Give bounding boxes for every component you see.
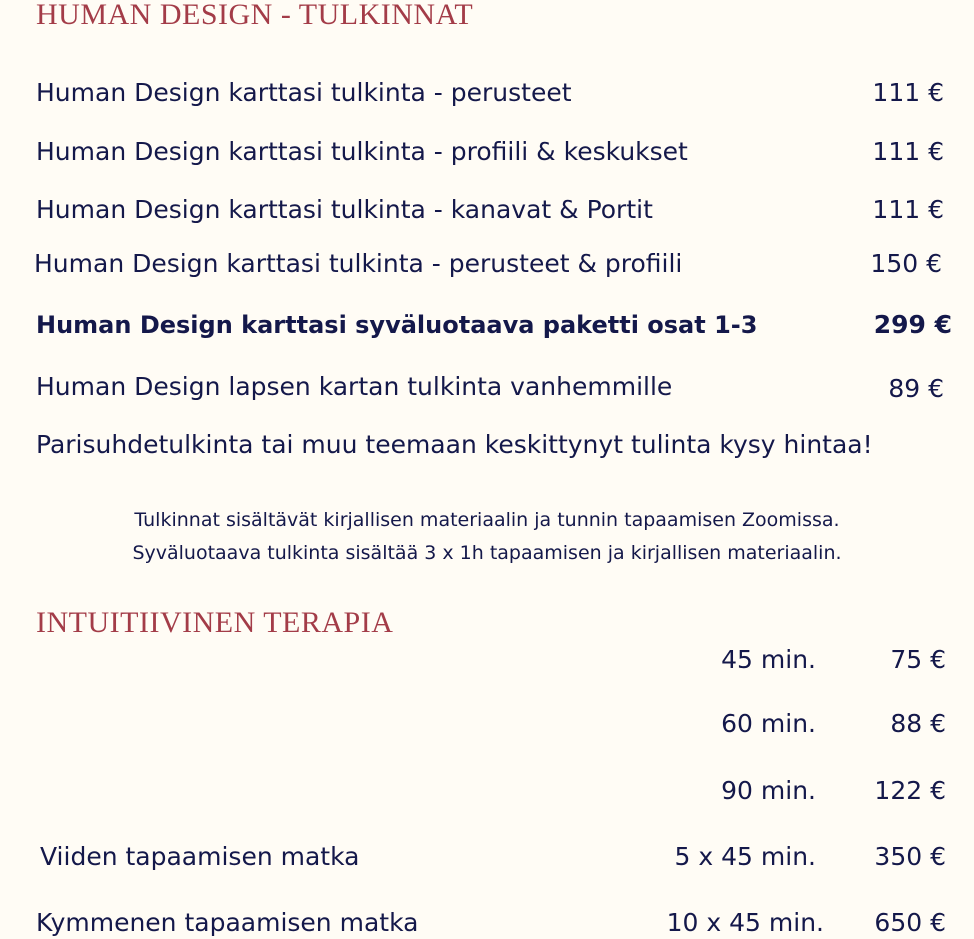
service-label: Human Design karttasi tulkinta - kanavat & Portit — [36, 195, 653, 224]
service-price: 89 € — [888, 374, 944, 403]
service-label-package: Human Design karttasi syväluotaava paketti osat 1-3 — [36, 311, 758, 339]
therapy-duration: 90 min. — [721, 776, 816, 805]
therapy-duration: 10 x 45 min. — [666, 908, 824, 937]
service-price-package: 299 € — [873, 310, 952, 339]
service-label: Human Design karttasi tulkinta - profiili & keskukset — [36, 137, 688, 166]
note-line: Tulkinnat sisältävät kirjallisen materiaalin ja tunnin tapaamisen Zoomissa. — [134, 509, 840, 531]
service-label: Human Design lapsen kartan tulkinta vanhemmille — [36, 372, 673, 401]
therapy-price: 350 € — [874, 842, 946, 871]
therapy-label: Viiden tapaamisen matka — [40, 842, 360, 871]
therapy-duration: 45 min. — [721, 645, 816, 674]
section-title-therapy: INTUITIIVINEN TERAPIA — [36, 606, 394, 639]
service-price: 111 € — [872, 195, 944, 224]
therapy-duration: 5 x 45 min. — [674, 842, 816, 871]
note-line: Syväluotaava tulkinta sisältää 3 x 1h tapaamisen ja kirjallisen materiaalin. — [132, 542, 842, 564]
therapy-price: 122 € — [874, 776, 946, 805]
service-label: Human Design karttasi tulkinta - perusteet & profiili — [34, 249, 683, 278]
therapy-price: 88 € — [890, 709, 946, 738]
therapy-price: 75 € — [890, 645, 946, 674]
relationship-note: Parisuhdetulkinta tai muu teemaan keskittynyt tulinta kysy hintaa! — [36, 430, 873, 459]
service-price: 150 € — [870, 249, 942, 278]
therapy-price: 650 € — [874, 908, 946, 937]
section-title-human-design: HUMAN DESIGN - TULKINNAT — [36, 0, 474, 31]
service-price: 111 € — [872, 78, 944, 107]
service-label: Human Design karttasi tulkinta - perusteet — [36, 78, 572, 107]
therapy-duration: 60 min. — [721, 709, 816, 738]
therapy-label: Kymmenen tapaamisen matka — [36, 908, 419, 937]
service-price: 111 € — [872, 137, 944, 166]
